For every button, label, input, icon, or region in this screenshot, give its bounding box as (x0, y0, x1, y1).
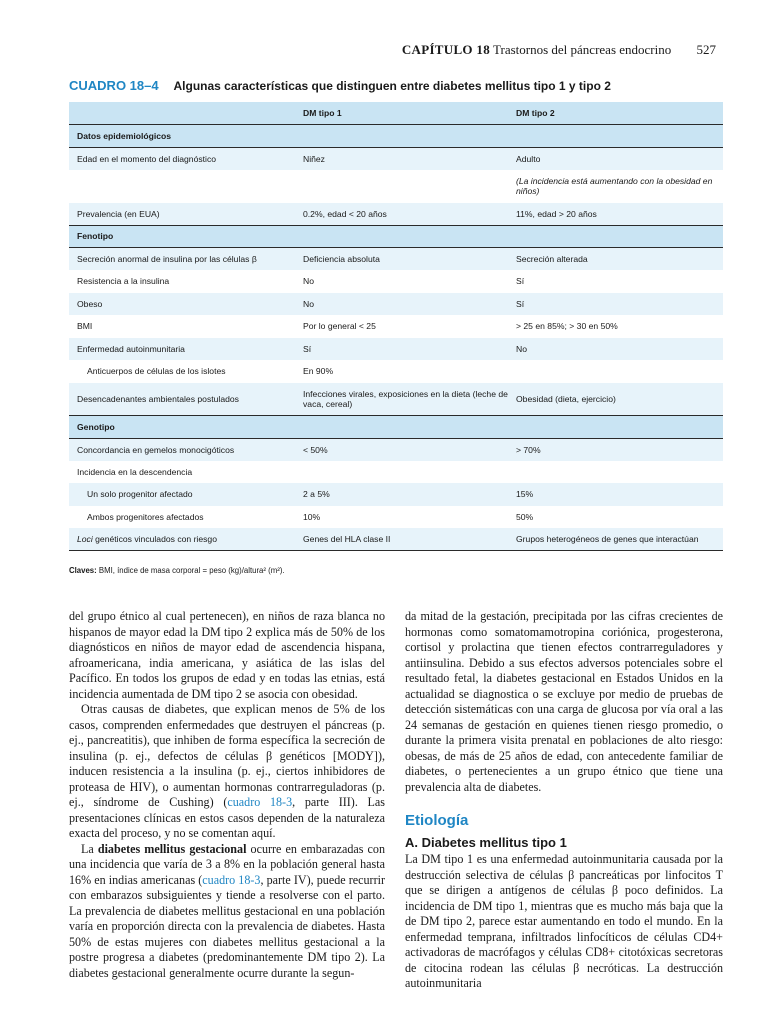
cell (69, 528, 295, 551)
section-row (69, 416, 723, 439)
cell: Resistencia a la insulina (69, 270, 295, 293)
paragraph (69, 702, 385, 842)
cell: Prevalencia (en EUA) (69, 203, 295, 226)
table-row (69, 293, 723, 316)
table-row (69, 461, 723, 484)
note-label: Claves: (69, 566, 97, 575)
table-row (69, 483, 723, 506)
paragraph: da mitad de la gestación, precipitada por las cifras crecientes de hormonas como somatomamotropina coriónica, progesterona, cortisol y prolactina que tienen efectos contrarreguladores y antiinsulina. Debido a sus efectos adversos potenciales sobre el resultado fetal, la diabetes gestacional en Estados Unidos en la actualidad se diagnostica o se excluye por medio de pruebas de detección sistemáticas con una carga de glucosa por vía oral a las 24 semanas de gestación en quienes tienen riesgo promedio, o durante la primera visita prenatal en poblaciones de alto riesgo: obesas, de más de 25 años de edad, con antecedente familiar de diabetes, o pertenecientes a un grupo étnico que tiene una prevalencia alta de diabetes. (405, 609, 723, 794)
subsection-heading: A. Diabetes mellitus tipo 1 (405, 834, 567, 850)
text: , parte IV), puede recurrir con embarazos subsiguientes y tiende a resolverse con el parto. La prevalencia de diabetes mellitus gestacional en una población varía en proporción directa con la prevalencia de diabetes. Hasta 50% de estas mujeres con diabetes mellitus gestacional a la postre progresa a diabetes (predominantemente DM tipo 2). La diabetes gestacional generalmente ocurre durante la segun- (69, 872, 385, 980)
text: La (81, 841, 98, 856)
cell: > 70% (508, 438, 723, 461)
cell: 11%, edad > 20 años (508, 203, 723, 226)
table-row (69, 203, 723, 226)
cell: 2 a 5% (295, 483, 508, 506)
cell: 0.2%, edad < 20 años (295, 203, 508, 226)
cell: Edad en el momento del diagnóstico (69, 147, 295, 170)
paragraph (69, 842, 385, 982)
left-column (69, 609, 385, 981)
table-row (69, 506, 723, 529)
table-link[interactable]: cuadro 18-3 (227, 795, 293, 809)
italic-term: Loci (77, 534, 93, 544)
cell: Infecciones virales, exposiciones en la dieta (leche de vaca, cereal) (295, 383, 508, 416)
table-header-row (69, 102, 723, 125)
note-text: BMI, índice de masa corporal = peso (kg)/altura² (m²). (98, 566, 285, 575)
cell: Genes del HLA clase II (295, 528, 508, 551)
cell (295, 170, 508, 203)
cell: No (295, 293, 508, 316)
table-row (69, 170, 723, 203)
table-note (69, 566, 285, 575)
header-cell (69, 102, 295, 125)
cell (69, 170, 295, 203)
cell: Un solo progenitor afectado (69, 483, 295, 506)
cell-text: genéticos vinculados con riesgo (95, 534, 217, 544)
cell: Obesidad (dieta, ejercicio) (508, 383, 723, 416)
cell: En 90% (295, 360, 508, 383)
cell: Grupos heterogéneos de genes que interactúan (508, 528, 723, 551)
table-row (69, 438, 723, 461)
header-cell: DM tipo 1 (295, 102, 508, 125)
cell: Adulto (508, 147, 723, 170)
cell: > 25 en 85%; > 30 en 50% (508, 315, 723, 338)
cell: < 50% (295, 438, 508, 461)
cell: (La incidencia está aumentando con la obesidad en niños) (508, 170, 723, 203)
table-caption: Algunas características que distinguen entre diabetes mellitus tipo 1 y tipo 2 (173, 79, 611, 93)
paragraph: La DM tipo 1 es una enfermedad autoinmunitaria causada por la destrucción selectiva de células β pancreáticas por linfocitos T que se dirigen a antígenos de células β poco definidos. La incidencia de DM tipo 1, mientras que es mucho más baja que la de DM tipo 2, parece estar aumentando en todo el mundo. En la enfermedad temprana, infiltrados linfocíticos de células CD4+ activadoras de macrófagos y células CD8+ citotóxicas secretoras de citocina rodean las células β necróticas. La destrucción autoinmunitaria (405, 852, 723, 990)
section-title: Datos epidemiológicos (69, 125, 723, 148)
table-row (69, 360, 723, 383)
table-row (69, 528, 723, 551)
running-header (402, 42, 716, 58)
table-number: CUADRO 18–4 (69, 78, 159, 93)
chapter-title: Trastornos del páncreas endocrino (493, 42, 672, 57)
cell (508, 461, 723, 484)
table-title (69, 78, 611, 93)
cell: Concordancia en gemelos monocigóticos (69, 438, 295, 461)
table-row (69, 270, 723, 293)
cell: Sí (508, 293, 723, 316)
cell: Por lo general < 25 (295, 315, 508, 338)
cell: 15% (508, 483, 723, 506)
cell (508, 360, 723, 383)
cell: Anticuerpos de células de los islotes (69, 360, 295, 383)
cell: Sí (508, 270, 723, 293)
paragraph: del grupo étnico al cual pertenecen), en niños de raza blanca no hispanos de mayor edad la DM tipo 2 explica más de 50% de los diagnósticos en niños de mayor edad de ascendencia hispana, afroamericana, india americana, y asiática de las islas del Pacífico. En todos los grupos de edad y en todas las etnias, está incidencia aumentada de DM tipo 2 se asocia con obesidad. (69, 609, 385, 701)
cell: Enfermedad autoinmunitaria (69, 338, 295, 361)
chapter-number: CAPÍTULO 18 (401, 42, 490, 57)
table-row (69, 383, 723, 416)
table-row (69, 338, 723, 361)
section-row (69, 125, 723, 148)
table-row (69, 315, 723, 338)
cell: Desencadenantes ambientales postulados (69, 383, 295, 416)
bold-term: diabetes mellitus gestacional (97, 841, 247, 856)
right-column (405, 609, 723, 992)
text: , parte III). Las presentaciones clínicas en estos casos dependen de la naturaleza exacta del proceso, y no se comentan aquí. (69, 795, 385, 840)
cell: Ambos progenitores afectados (69, 506, 295, 529)
cell: Sí (295, 338, 508, 361)
cell: 50% (508, 506, 723, 529)
cell (295, 461, 508, 484)
cell: No (508, 338, 723, 361)
section-row (69, 225, 723, 248)
header-cell: DM tipo 2 (508, 102, 723, 125)
comparison-table (69, 102, 723, 551)
cell: Incidencia en la descendencia (69, 461, 295, 484)
section-title: Genotipo (69, 416, 723, 439)
cell: Obeso (69, 293, 295, 316)
page-number: 527 (696, 42, 716, 57)
table-row (69, 147, 723, 170)
cell: BMI (69, 315, 295, 338)
cell: 10% (295, 506, 508, 529)
cell: No (295, 270, 508, 293)
table-row (69, 248, 723, 271)
table-link[interactable]: cuadro 18-3 (202, 872, 261, 887)
cell: Niñez (295, 147, 508, 170)
cell: Secreción alterada (508, 248, 723, 271)
cell: Deficiencia absoluta (295, 248, 508, 271)
cell: Secreción anormal de insulina por las células β (69, 248, 295, 271)
section-heading: Etiología (405, 812, 469, 829)
text: ocurre en embarazadas con una incidencia que varía de 3 a 8% en la población general hasta 16% en indias americanas ( (69, 841, 385, 887)
text: Otras causas de diabetes, que explican menos de 5% de los casos, comprenden enfermedades que destruyen el páncreas (p. ej., pancreatitis), que inhiben de forma específica la secreción de insulina (p. ej., defectos de células β genéticos [MODY]), inducen resistencia a la insulina (p. ej., ciertos inhibidores de proteasa de HIV), o aumentan hormonas contrarreguladoras (p. ej., síndrome de Cushing) ( (69, 702, 385, 809)
section-title: Fenotipo (69, 225, 723, 248)
